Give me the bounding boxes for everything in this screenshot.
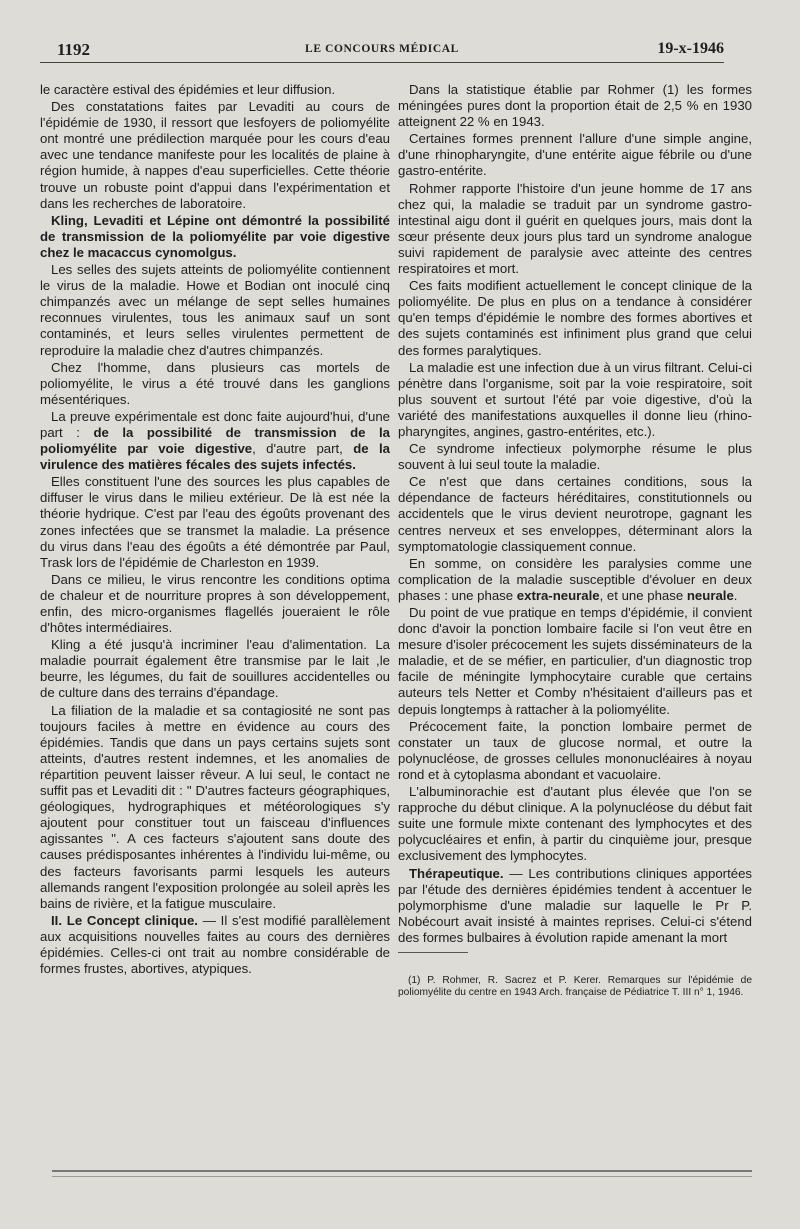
- paragraph: [398, 866, 752, 946]
- footnote: (1) P. Rohmer, R. Sacrez et P. Kerer. Remarques sur l'épidémie de poliomyélite du centre en 1943 Arch. française de Pédiatrice T. III n° 1, 1946.: [398, 974, 752, 998]
- paragraph: Du point de vue pratique en temps d'épidémie, il convient donc d'avoir la ponction lombaire facile si l'on veut être en mesure d'isoler précocement les sujets disséminateurs de la maladie, et de se méfier, en particulier, d'un diagnostic trop facile de méningite lymphocytaire curable que certains auteurs tels Netter et Comby n'hésitaient d'ailleurs pas et depuis longtemps à rattacher à la poliomyélite.: [398, 605, 752, 717]
- footnote-divider: [398, 952, 468, 953]
- page-header: [40, 38, 724, 63]
- paragraph: Kling a été jusqu'à incriminer l'eau d'alimentation. La maladie pourrait également être transmise par le lait ,le beurre, les légumes, du fait de souillures accidentelles ou de culture dans des terrains d'épandage.: [40, 637, 390, 701]
- paragraph: La maladie est une infection due à un virus filtrant. Celui-ci pénètre dans l'organisme, soit par la voie respiratoire, soit plus souvent et surtout l'été par voie digestive, d'où la variété des manifestations auxquelles il donne lieu (rhino-pharyngites, angines, gastro-entérites, etc.).: [398, 359, 752, 439]
- paragraph: Précocement faite, la ponction lombaire permet de constater un taux de glucose normal, et outre la polynucléose, de grosses cellules mononucléaires à noyau rond et à cytoplasma abondant et vacuolaire.: [398, 718, 752, 782]
- text-run: — Il s'est modifié parallèlement aux acquisitions nouvelles faites au cours des dernières épidémies. Celles-ci ont trait au nombre considérable de formes frustes, abortives, atypiques.: [40, 912, 390, 977]
- section-heading: Thérapeutique.: [409, 865, 504, 881]
- paragraph: Rohmer rapporte l'histoire d'un jeune homme de 17 ans chez qui, la maladie se traduit par un syndrome gastro-intestinal aigu dont il guérit en quelques jours, mais dont la sœur présente deux jours plus tard un syndrome analogue suivi rapidement de paralysie avec atteinte des centres respiratoires et mort.: [398, 180, 752, 277]
- paragraph: Certaines formes prennent l'allure d'une simple angine, d'une rhinopharyngite, d'une entérite aigue fébrile ou d'une gastro-entérite.: [398, 131, 752, 179]
- paragraph: Kling, Levaditi et Lépine ont démontré la possibilité de transmission de la poliomyélite par voie digestive chez le macaccus cynomolgus.: [40, 212, 390, 260]
- section-heading: II. Le Concept clinique.: [51, 912, 198, 928]
- paragraph: [40, 409, 390, 473]
- emphasis-text: neurale: [686, 587, 734, 603]
- emphasis-text: de la virulence des matières fécales des sujets infectés.: [40, 441, 390, 473]
- left-column: [40, 82, 390, 978]
- paragraph: Elles constituent l'une des sources les plus capables de diffuser le virus dans le milieu extérieur. De là est née la théorie hydrique. C'est par l'eau des égoûts provenant des zones infectées que se transmet la maladie. La présence du virus dans l'eau des égoûts a été démontrée par Paul, Trask lors de l'épidémie de Charleston en 1939.: [40, 474, 390, 570]
- paragraph: Dans ce milieu, le virus rencontre les conditions optima de chaleur et de nourriture propres à son développement, enfin, des micro-organismes flagellés joueraient le rôle d'hôtes intermédiaires.: [40, 571, 390, 636]
- paragraph: Des constatations faites par Levaditi au cours de l'épidémie de 1930, il ressort que lesfoyers de poliomyélite ont montré une prédilection marquée pour les cours d'eau avec une tendance manifeste pour les localités de plaine à région humide, à nappes d'eau superficielles. Cette théorie trouve un robuste point d'appui dans l'expérimentation et dans les recherches de laboratoire.: [40, 99, 390, 211]
- paragraph: Dans la statistique établie par Rohmer (1) les formes méningées pures dont la proportion était de 2,5 % en 1930 atteignent 22 % en 1943.: [398, 82, 752, 130]
- paragraph: le caractère estival des épidémies et leur diffusion.: [40, 82, 336, 97]
- paragraph: Chez l'homme, dans plusieurs cas mortels de poliomyélite, le virus a été trouvé dans les ganglions mésentériques.: [40, 359, 390, 407]
- emphasis-text: extra-neurale: [516, 587, 600, 603]
- paragraph: [40, 913, 390, 977]
- paragraph: Les selles des sujets atteints de poliomyélite contiennent le virus de la maladie. Howe et Bodian ont inoculé cinq chimpanzés avec un mélange de sept selles humaines reconnues virulentes, tous les animaux sauf un sont contaminés, et leurs selles virulentes permettent de reproduire la maladie chez d'autres chimpanzés.: [40, 262, 390, 358]
- page-number: 1192: [57, 40, 91, 59]
- text-run: — Les contributions cliniques apportées par l'étude des dernières épidémies tendent à accentuer le polymorphisme d'une maladie sur laquelle le Pr P. Nobécourt avait insisté à maintes reprises. Celui-ci s'étend des formes bulbaires à évolution rapide amenant la mort: [398, 865, 752, 945]
- journal-title: LE CONCOURS MÉDICAL: [305, 43, 459, 55]
- text-run: En somme, on considère les paralysies comme une complication de la maladie susceptible d'évoluer en deux phases : une phase: [398, 555, 752, 603]
- text-run: , d'autre part,: [252, 441, 354, 457]
- text-run: , et une phase: [599, 587, 687, 603]
- right-column: [398, 82, 752, 999]
- emphasis-text: de la possibilité de transmission de la poliomyélite par voie digestive: [40, 424, 391, 457]
- paragraph: Ce syndrome infectieux polymorphe résume le plus souvent à lui seul toute la maladie.: [398, 441, 752, 473]
- paragraph: La filiation de la maladie et sa contagiosité ne sont pas toujours faciles à mettre en évidence au cours des épidémies. Tandis que dans un pays certains sujets sont atteints, d'autres restent indemnes, et les anomalies de répartition peuvent laisser rêveur. A lui seul, le contact ne suffit pas et Levaditi dit : " D'autres facteurs géographiques, géologiques, hydrographiques et météorologiques s'y ajoutent pour constituer tout un faisceau d'influences agissantes ". A ces facteurs s'ajoutent sans doute des causes prédisposantes inhérentes à l'individu lui-même, ou des facteurs favorisants parmi lesquels les auteurs allemands rangent l'exposition prolongée au soleil après les bains de rivière, et la fatigue musculaire.: [40, 702, 390, 911]
- text-run: La preuve expérimentale est donc faite aujourd'hui, d'une part :: [40, 408, 390, 440]
- paragraph: Ce n'est que dans certaines conditions, sous la dépendance de facteurs héréditaires, constitutionnels ou accidentels que le virus devient neurotrope, gagnant les centres nerveux et ses enveloppes, déterminant alors la symptomatologie classiquement connue.: [398, 474, 752, 554]
- paragraph: [398, 556, 752, 604]
- bottom-rule: [52, 1170, 752, 1172]
- paragraph: L'albuminorachie est d'autant plus élevée que l'on se rapproche du début clinique. A la polynucléose du début fait suite une formule mixte contenant des lymphocytes et des polycucléaires et enfin, à partir du cinquième jour, presque exclusivement des lymphocytes.: [398, 784, 752, 864]
- bottom-rule-thin: [52, 1176, 752, 1177]
- issue-date: 19-x-1946: [657, 40, 724, 57]
- paragraph: Ces faits modifient actuellement le concept clinique de la poliomyélite. De plus en plus on a tendance à considérer qu'en temps d'épidémie le nombre des formes abortives et des sujets contaminés est infiniment plus grand que celui des formes paralytiques.: [398, 278, 752, 358]
- text-run: .: [733, 587, 738, 603]
